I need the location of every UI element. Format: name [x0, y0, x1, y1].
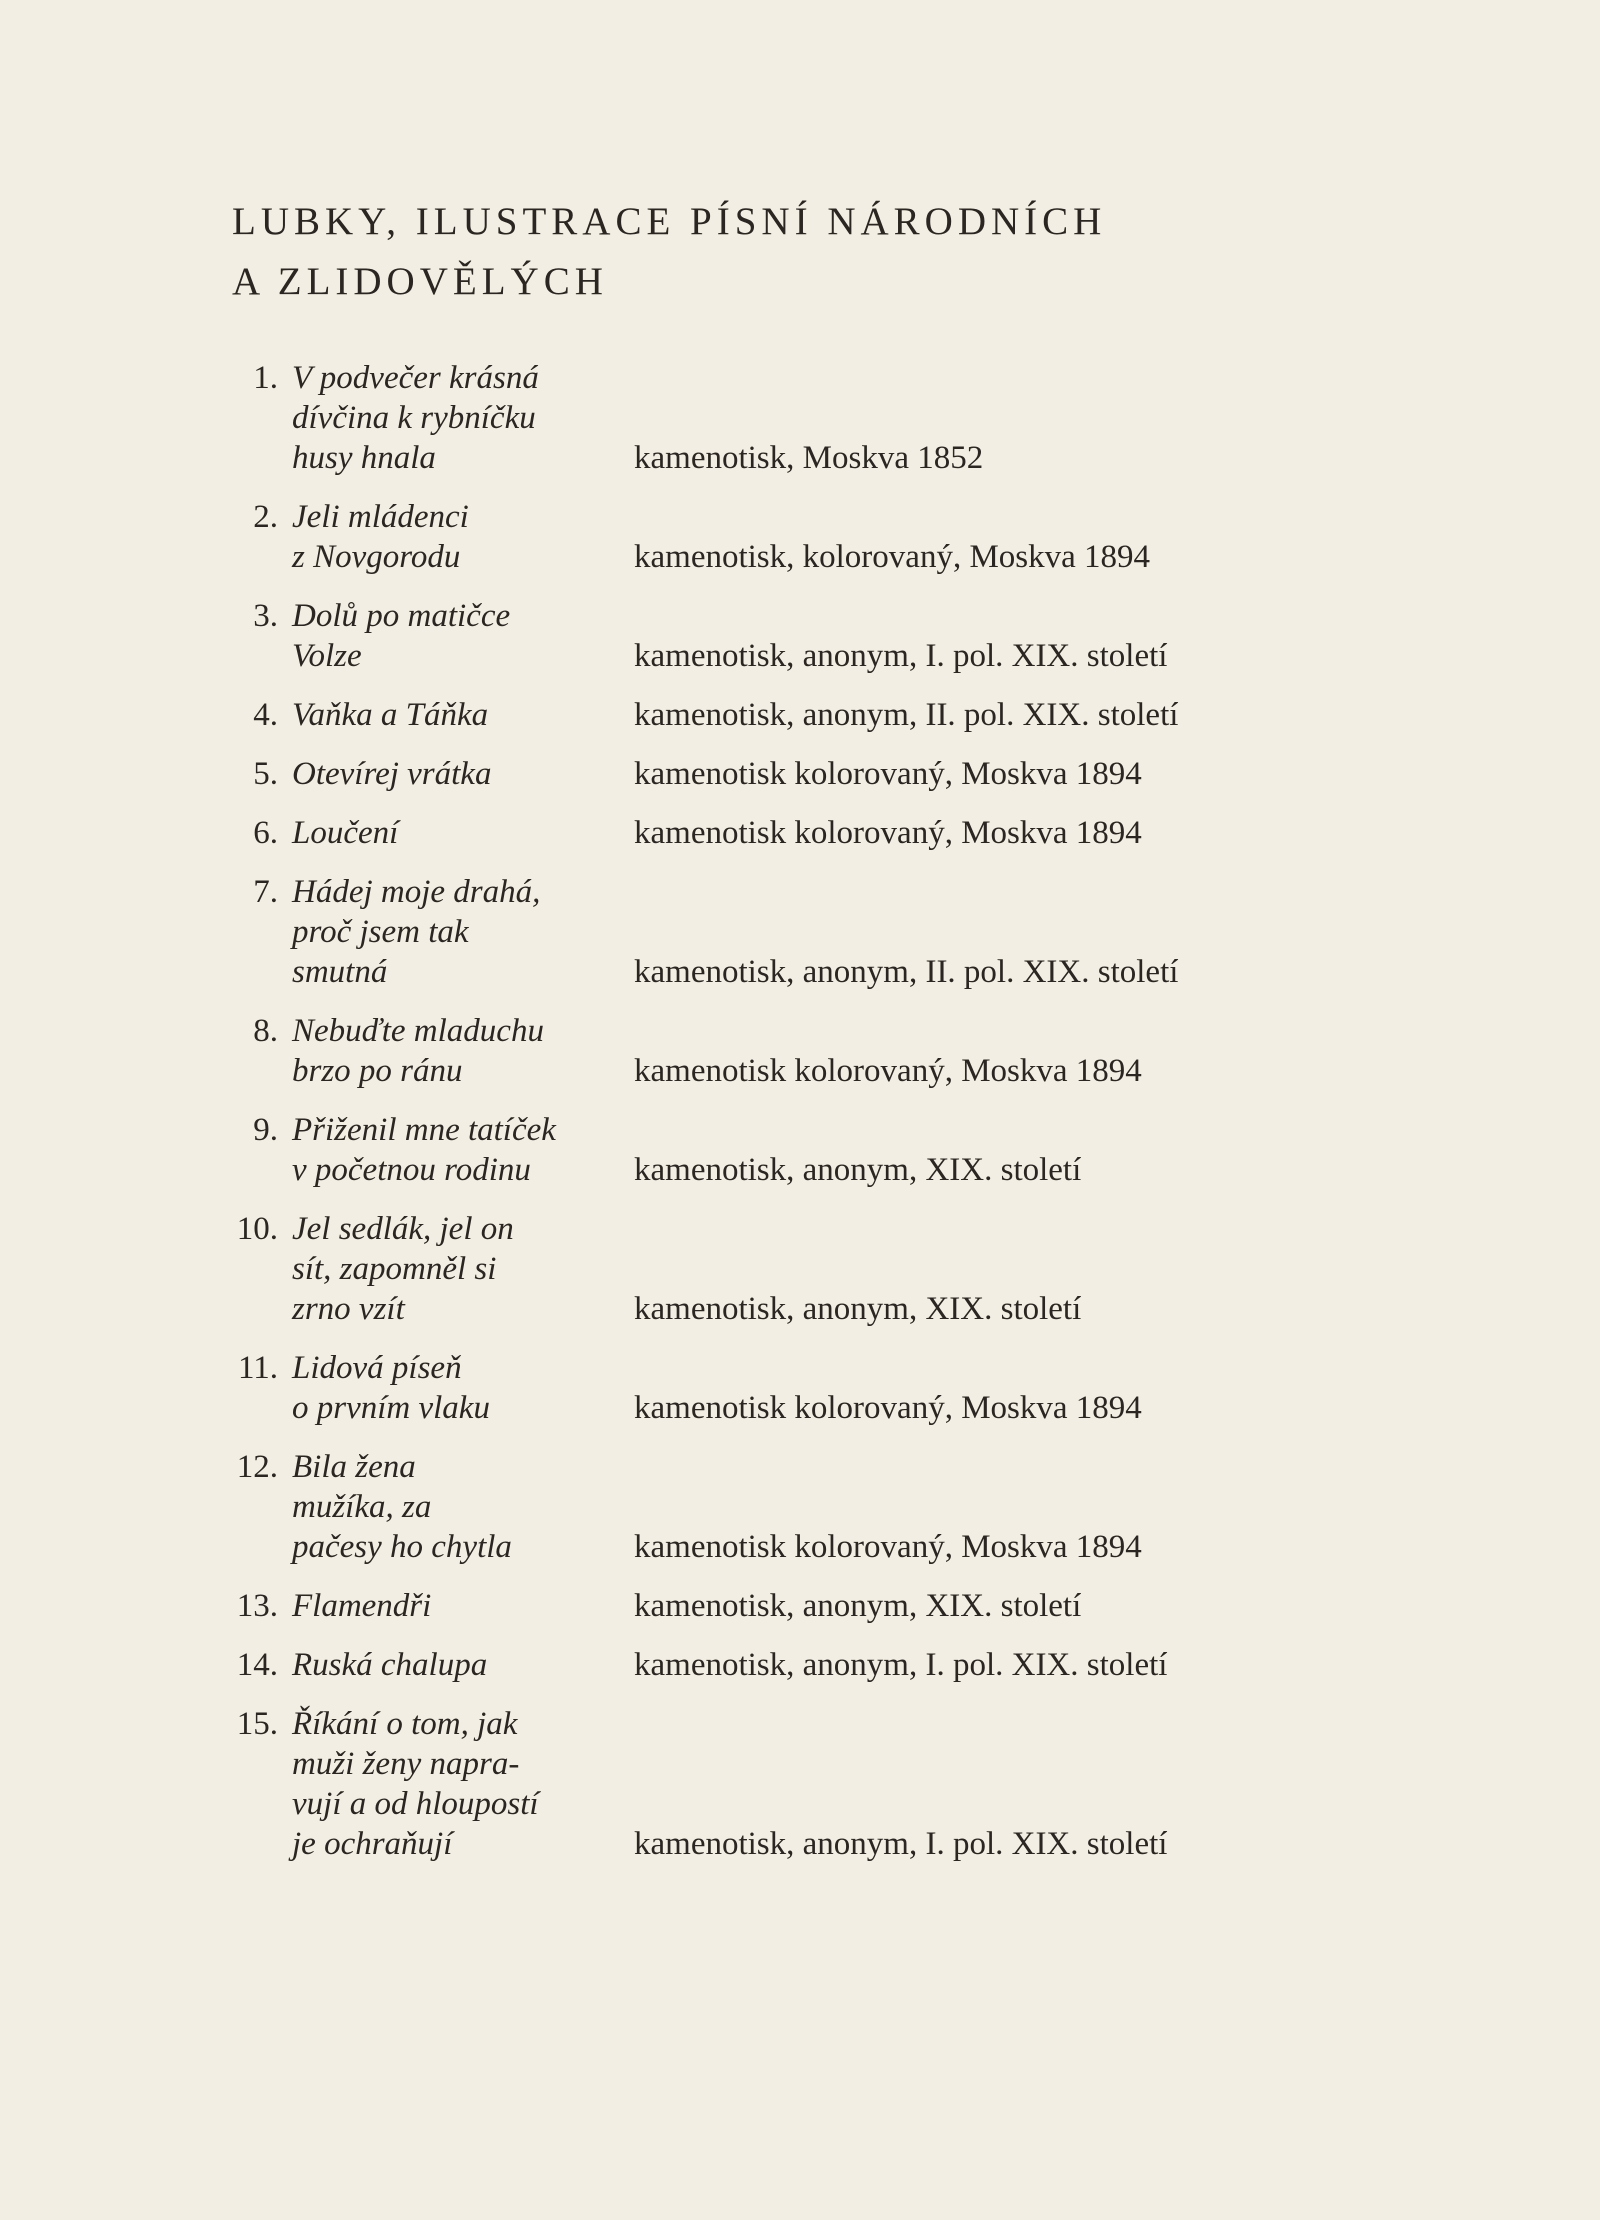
page-heading: LUBKY, ILUSTRACE PÍSNÍ NÁRODNÍCH A ZLIDOVĚLÝCH: [232, 200, 1107, 303]
entry-title: Bila žena mužíka, za pačesy ho chytla: [292, 1449, 512, 1565]
entry-description: kamenotisk, anonym, I. pol. XIX. století: [634, 638, 1168, 674]
entry-description: kamenotisk, anonym, I. pol. XIX. století: [634, 1647, 1168, 1683]
list-item: [200, 1011, 1500, 1091]
entry-number: 14.: [236, 1647, 278, 1683]
entry-title: V podvečer krásná dívčina k rybníčku husy hnala: [292, 360, 539, 476]
entry-description: kamenotisk, Moskva 1852: [634, 440, 984, 476]
entry-number: 2.: [253, 499, 278, 535]
entry-description: kamenotisk kolorovaný, Moskva 1894: [634, 756, 1142, 792]
entry-description: kamenotisk kolorovaný, Moskva 1894: [634, 1053, 1142, 1089]
entry-title: Hádej moje drahá, proč jsem tak smutná: [292, 874, 541, 990]
entry-title: Přiženil mne tatíček v početnou rodinu: [292, 1112, 556, 1188]
entry-title: Dolů po matičce Volze: [292, 598, 511, 674]
entry-number: 8.: [253, 1013, 278, 1049]
entry-title: Otevírej vrátka: [292, 756, 492, 792]
entry-title: Jeli mládenci z Novgorodu: [292, 499, 469, 575]
entry-number: 10.: [236, 1211, 278, 1247]
list-item: [200, 1447, 1500, 1567]
entry-number: 15.: [236, 1706, 278, 1742]
entry-title: Flamendři: [292, 1588, 432, 1624]
list-item: [200, 754, 1500, 794]
entry-description: kamenotisk kolorovaný, Moskva 1894: [634, 1390, 1142, 1426]
entry-number: 13.: [236, 1588, 278, 1624]
entry-number: 4.: [253, 697, 278, 733]
entry-number: 3.: [253, 598, 278, 634]
entry-title: Ruská chalupa: [292, 1647, 488, 1683]
entry-description: kamenotisk, anonym, XIX. století: [634, 1152, 1082, 1188]
entry-number: 7.: [253, 874, 278, 910]
list-item: [200, 1209, 1500, 1329]
list-item: [200, 358, 1500, 478]
entry-description: kamenotisk, anonym, XIX. století: [634, 1588, 1082, 1624]
entry-description: kamenotisk, kolorovaný, Moskva 1894: [634, 539, 1151, 575]
entry-title: Lidová píseň o prvním vlaku: [292, 1350, 490, 1426]
entry-description: kamenotisk, anonym, II. pol. XIX. století: [634, 954, 1179, 990]
list-item: [200, 497, 1500, 577]
list-item: [200, 1348, 1500, 1428]
entry-description: kamenotisk kolorovaný, Moskva 1894: [634, 815, 1142, 851]
list-item: [200, 872, 1500, 992]
list-item: [200, 1110, 1500, 1190]
entry-title: Jel sedlák, jel on sít, zapomněl si zrno vzít: [292, 1211, 514, 1327]
list-item: [200, 695, 1500, 735]
illustration-list: [200, 358, 1500, 1883]
entry-title: Nebuďte mladuchu brzo po ránu: [292, 1013, 544, 1089]
list-item: [200, 596, 1500, 676]
entry-number: 5.: [253, 756, 278, 792]
list-item: [200, 1586, 1500, 1626]
entry-number: 11.: [237, 1350, 278, 1386]
entry-description: kamenotisk, anonym, I. pol. XIX. století: [634, 1826, 1168, 1862]
entry-title: Loučení: [292, 815, 399, 851]
entry-title: Vaňka a Táňka: [292, 697, 489, 733]
entry-number: 6.: [253, 815, 278, 851]
entry-number: 1.: [253, 360, 278, 396]
list-item: [200, 1645, 1500, 1685]
list-item: [200, 813, 1500, 853]
entry-number: 9.: [253, 1112, 278, 1148]
entry-description: kamenotisk kolorovaný, Moskva 1894: [634, 1529, 1142, 1565]
entry-description: kamenotisk, anonym, XIX. století: [634, 1291, 1082, 1327]
entry-description: kamenotisk, anonym, II. pol. XIX. století: [634, 697, 1179, 733]
list-item: [200, 1704, 1500, 1864]
entry-number: 12.: [236, 1449, 278, 1485]
entry-title: Říkání o tom, jak muži ženy napra- vují a od hloupostí je ochraňují: [292, 1706, 539, 1862]
